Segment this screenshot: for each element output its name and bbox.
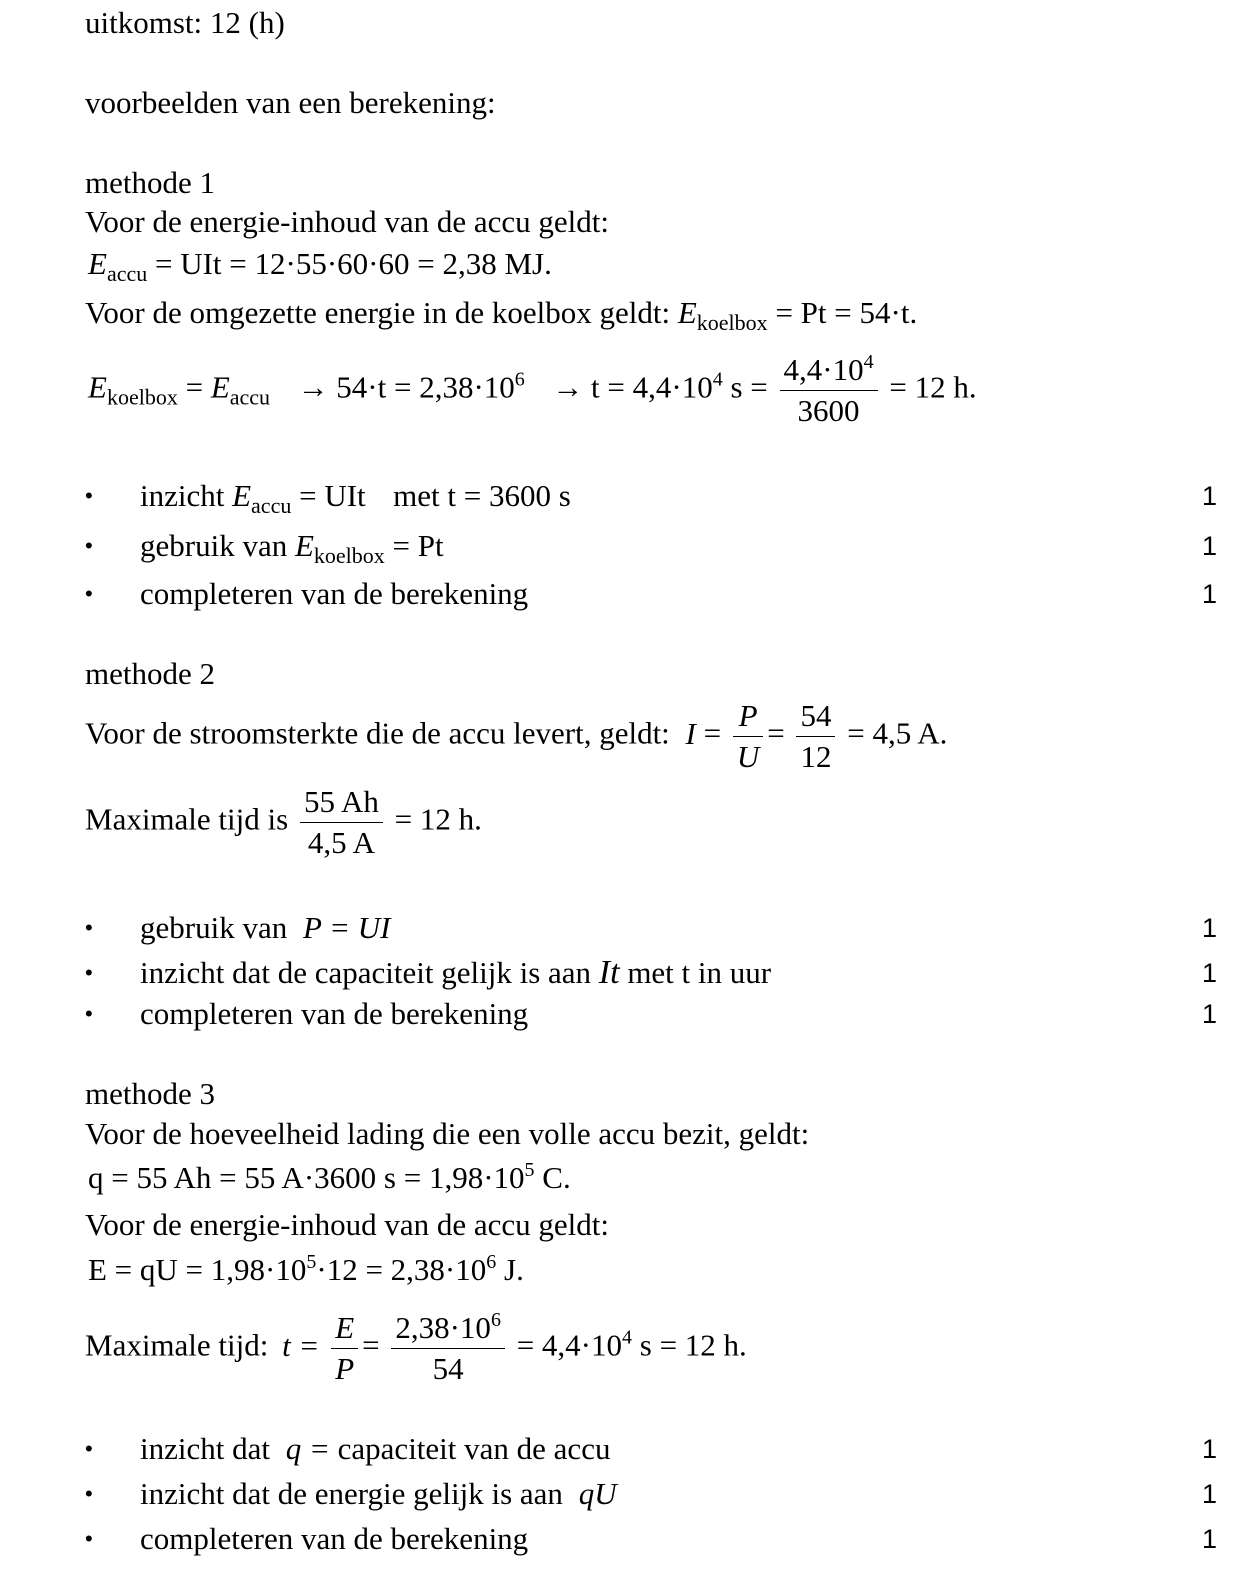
bullet-icon: • (85, 1001, 93, 1026)
outcome-line: uitkomst: 12 (h) (85, 5, 285, 40)
score: 1 (1201, 481, 1217, 511)
method-2-current-line: Voor de stroomsterkte die de accu levert, geldt: I = $\frac{P}{U}$ = $\frac{54}{12}$ = 4,5 A. (85, 696, 947, 777)
method-1-time-equation: $E_{koelbox} = E_{accu} \to 54\cdot t = 2,38\cdot 10^6 \to t = 4,4\cdot 10^4$ s = $\frac{4,4\cdot 10^4}{3600}$ = 12 h. (88, 350, 977, 431)
examples-intro: voorbeelden van een berekening: (85, 85, 496, 120)
method-3-max-time-line: Maximale tijd: t = $\frac{E}{P}$ = $\frac{2,38\cdot 10^6}{54}$ = $4,4\cdot 10^4$ s = 12 h. (85, 1308, 747, 1389)
bullet-icon: • (85, 1481, 93, 1506)
score: 1 (1201, 531, 1217, 561)
method-2-title: methode 2 (85, 656, 215, 691)
method-1-energy-intro: Voor de energie-inhoud van de accu geldt: (85, 204, 609, 239)
method-2-fraction-values: $\frac{54}{12}$ (796, 696, 835, 777)
method-3-energy-intro: Voor de energie-inhoud van de accu geldt: (85, 1207, 609, 1242)
method-1-energy-equation: $E_{accu}$ = UIt = 12·55·60·60 = 2,38 MJ. (88, 246, 552, 286)
method-2-fraction-time: $\frac{55 Ah}{4,5 A}$ (300, 782, 383, 863)
bullet-icon: • (85, 581, 93, 606)
method-1-koelbox-line: Voor de omgezette energie in de koelbox geldt: $E_{koelbox} = Pt = 54\cdot t$. (85, 295, 918, 335)
bullet-icon: • (85, 1436, 93, 1461)
method-2-fraction-p-u: $\frac{P}{U}$ (733, 696, 763, 777)
answer-key-page: uitkomst: 12 (h) voorbeelden van een berekening: methode 1 Voor de energie-inhoud van de accu geldt: $E_{accu}$ = UIt = 12·55·60·60 = 2,38 MJ. Voor de omgezette energie in de koelbox geldt: $E_{koelbox} = Pt = 54\cdot t$. $E_{koelbox} = E_{accu} \to 54\cdot t = 2,38\cdot 10^6 \to t = 4,4\cdot 10^4$ s = $\frac{4,4\cdot 10^4}{3600}$ = 12 h. • inzicht $E_{accu}$ = UIt met t = 3600 s 1 • gebruik van $E_{koelbox} = Pt$ 1 • completeren van de berekening 1 methode 2 Voor de stroomsterkte die de accu levert, geldt: I = $\frac{P}{U}$ = $\frac{54}{12}$ = 4,5 A. Maximale tijd is $\frac{55 Ah}{4,5 A}$ = 12 h. • gebruik van P = UI 1 • inzicht dat de capaciteit gelijk is aan It met t in uur 1 • completeren van de berekening 1 methode 3 Voor de hoeveelheid lading die een volle accu bezit, geldt: q = 55 Ah = 55 A·3600 $s = 1,98\cdot 10^5$ C. Voor de energie-inhoud van de accu geldt: E = qU = $1,98\cdot 10^5\cdot 12 = 2,38\cdot 10^6$ J. Maximale tijd: t = $\frac{E}{P}$ = $\frac{2,38\cdot 10^6}{54}$ = $4,4\cdot 10^4$ s = 12 h. • inzicht dat q = capaciteit van de accu 1 • inzicht dat de energie gelijk is aan qU 1 • completeren van de berekening 1 (85, 5, 1217, 1556)
method-1-title: methode 1 (85, 165, 215, 200)
bullet-icon: • (85, 533, 93, 558)
score: 1 (1201, 958, 1217, 988)
score: 1 (1201, 1434, 1217, 1464)
score: 1 (1201, 999, 1217, 1029)
method-3-charge-intro: Voor de hoeveelheid lading die een volle accu bezit, geldt: (85, 1116, 810, 1151)
score: 1 (1201, 579, 1217, 609)
method-3-title: methode 3 (85, 1076, 215, 1111)
score: 1 (1201, 1524, 1217, 1554)
method-3-fraction-values: $\frac{2,38\cdot 10^6}{54}$ (391, 1308, 505, 1389)
method-3-energy-equation: E = qU = $1,98\cdot 10^5\cdot 12 = 2,38\cdot 10^6$ J. (88, 1251, 524, 1287)
bullet-icon: • (85, 960, 93, 985)
method-1-fraction: $\frac{4,4\cdot 10^4}{3600}$ (780, 350, 878, 431)
method-3-fraction-e-p: $\frac{E}{P}$ (331, 1308, 358, 1389)
method-2-max-time-line: Maximale tijd is $\frac{55 Ah}{4,5 A}$ = 12 h. (85, 782, 482, 863)
score: 1 (1201, 913, 1217, 943)
bullet-icon: • (85, 483, 93, 508)
bullet-icon: • (85, 915, 93, 940)
bullet-icon: • (85, 1526, 93, 1551)
score: 1 (1201, 1479, 1217, 1509)
method-3-charge-equation: q = 55 Ah = 55 A·3600 $s = 1,98\cdot 10^5$ C. (88, 1159, 571, 1195)
